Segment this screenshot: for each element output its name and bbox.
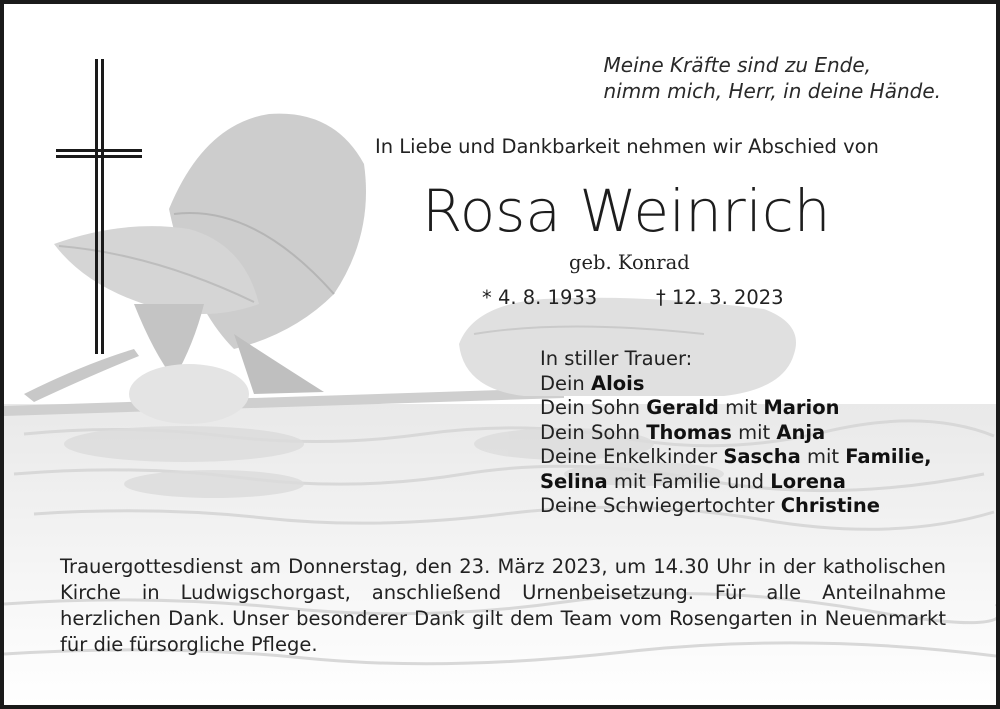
birth-date: * 4. 8. 1933 xyxy=(482,286,598,309)
mourner-name: Sascha xyxy=(723,445,801,468)
quote-line-2: nimm mich, Herr, in deine Hände. xyxy=(603,79,941,103)
cross-icon xyxy=(56,59,142,359)
mourner-relation: Dein xyxy=(540,371,591,395)
mourner-name: Gerald xyxy=(646,396,719,419)
mourner-line xyxy=(540,421,932,446)
mourners-heading: In stiller Trauer: xyxy=(540,347,693,370)
mourner-name: Marion xyxy=(763,396,840,419)
quote xyxy=(604,52,941,104)
mourner-relation: Deine Enkelkinder xyxy=(540,445,724,468)
mourner-relation: mit xyxy=(731,420,777,444)
mourner-relation: mit xyxy=(718,396,764,419)
service-notice: Trauergottesdienst am Donnerstag, den 23. März 2023, um 14.30 Uhr in der katholischen Kirche in Ludwigschorgast, anschließend Urnenbeisetzung. Für alle Anteilnahme herzlichen Dank. Unser besonderer Dank gilt dem Team vom Rosengarten in Neuenmarkt für die fürsorgliche Pflege. xyxy=(60,555,946,656)
mourner-relation: Dein Sohn xyxy=(540,420,647,444)
death-date: † 12. 3. 2023 xyxy=(656,286,784,309)
mourner-relation: Dein Sohn xyxy=(540,396,647,419)
mourner-relation: Deine Schwiegertochter xyxy=(540,494,781,517)
mourner-relation: mit xyxy=(800,445,846,468)
mourner-name: Selina xyxy=(540,469,608,493)
mourner-line xyxy=(540,396,932,421)
maiden-name: geb. Konrad xyxy=(569,251,690,274)
mourner-lines xyxy=(540,372,932,519)
mourner-name: Thomas xyxy=(646,420,732,444)
quote-line-1: Meine Kräfte sind zu Ende, xyxy=(603,53,872,77)
deceased-name: Rosa Weinrich xyxy=(422,177,831,245)
mourner-name: Christine xyxy=(780,494,880,517)
mourner-line xyxy=(540,470,932,495)
intro-text: In Liebe und Dankbarkeit nehmen wir Abschied von xyxy=(375,135,879,158)
mourner-name: Alois xyxy=(591,371,645,395)
mourners-list xyxy=(540,347,932,519)
mourner-line xyxy=(540,372,932,397)
mourner-line xyxy=(540,494,932,519)
mourner-name: Lorena xyxy=(770,469,846,493)
mourner-name: Familie, xyxy=(845,445,932,468)
mourner-line xyxy=(540,445,932,470)
mourner-name: Anja xyxy=(776,420,826,444)
mourner-relation: mit Familie und xyxy=(607,469,771,493)
